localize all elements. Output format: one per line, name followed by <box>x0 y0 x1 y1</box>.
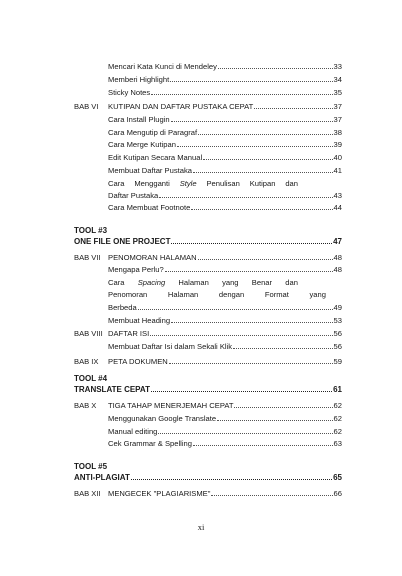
tool-title-entry: ANTI-PLAGIAT 65 <box>74 473 342 482</box>
toc-entry-wrapped-line: Penomoran Halaman dengan Format yang <box>108 290 326 299</box>
toc-entry: Edit Kutipan Secara Manual 40 <box>108 153 342 162</box>
toc-chapter-entry: MENGECEK "PLAGIARISME" 66 <box>108 489 342 498</box>
toc-chapter-entry: TIGA TAHAP MENERJEMAH CEPAT 62 <box>108 401 342 410</box>
toc-entry-wrapped-line: Cara Mengganti Style Penulisan Kutipan dan <box>108 179 298 188</box>
tool-heading: TOOL #4 <box>74 374 108 383</box>
toc-chapter-entry: DAFTAR ISI 56 <box>108 329 342 338</box>
toc-chapter-entry: PENOMORAN HALAMAN 48 <box>108 253 342 262</box>
toc-entry: Menggunakan Google Translate 62 <box>108 414 342 423</box>
toc-entry: Memberi Highlight 34 <box>108 75 342 84</box>
bab-code: BAB VIII <box>74 329 103 338</box>
tool-title-entry: ONE FILE ONE PROJECT 47 <box>74 237 342 246</box>
bab-code: BAB VI <box>74 102 99 111</box>
toc-entry: Mengapa Perlu? 48 <box>108 265 342 274</box>
toc-entry: Cara Merge Kutipan 39 <box>108 140 342 149</box>
toc-entry: Membuat Daftar Pustaka 41 <box>108 166 342 175</box>
tool-heading: TOOL #5 <box>74 462 108 471</box>
toc-entry: Cara Install Plugin 37 <box>108 115 342 124</box>
tool-title-entry: TRANSLATE CEPAT 61 <box>74 385 342 394</box>
bab-code: BAB IX <box>74 357 99 366</box>
bab-code: BAB X <box>74 401 97 410</box>
toc-entry: Manual editing 62 <box>108 427 342 436</box>
tool-heading: TOOL #3 <box>74 226 108 235</box>
bab-code: BAB VII <box>74 253 101 262</box>
toc-entry: Mencari Kata Kunci di Mendeley 33 <box>108 62 342 71</box>
toc-chapter-entry: KUTIPAN DAN DAFTAR PUSTAKA CEPAT 37 <box>108 102 342 111</box>
toc-entry: Cara Mengutip di Paragraf 38 <box>108 128 342 137</box>
toc-entry: Cara Membuat Footnote 44 <box>108 203 342 212</box>
bab-code: BAB XII <box>74 489 101 498</box>
page-number: xi <box>197 522 205 532</box>
toc-entry: Membuat Heading 53 <box>108 316 342 325</box>
toc-entry: Daftar Pustaka 43 <box>108 191 342 200</box>
toc-entry: Cek Grammar & Spelling 63 <box>108 439 342 448</box>
toc-entry: Membuat Daftar Isi dalam Sekali Klik 56 <box>108 342 342 351</box>
toc-entry: Berbeda 49 <box>108 303 342 312</box>
toc-entry-wrapped-line: Cara Spacing Halaman yang Benar dan <box>108 278 298 287</box>
toc-entry: Sticky Notes 35 <box>108 88 342 97</box>
toc-chapter-entry: PETA DOKUMEN 59 <box>108 357 342 366</box>
